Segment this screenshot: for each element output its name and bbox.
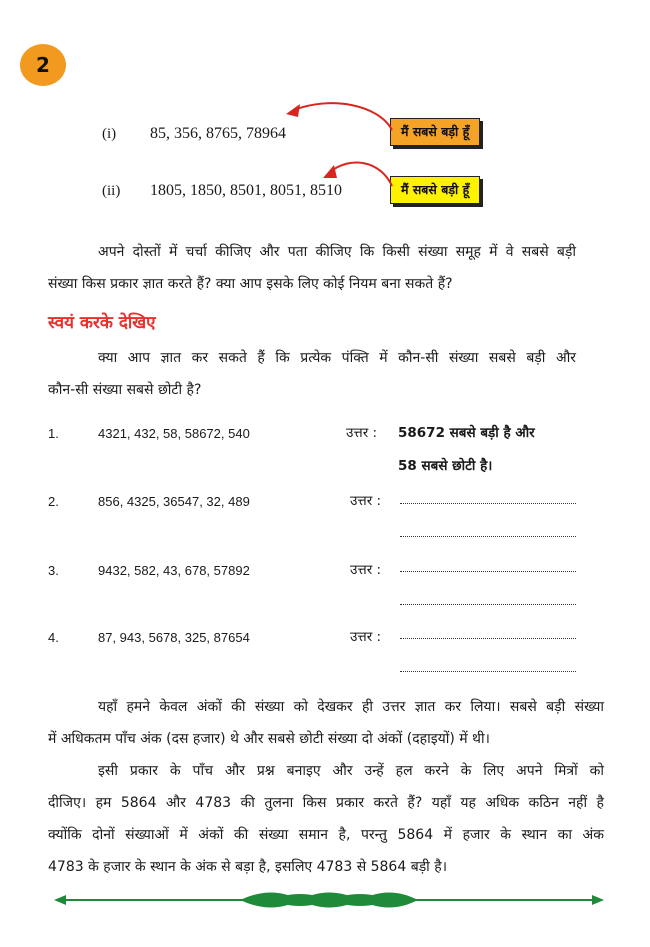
closing-line-4: दीजिए। हम 5864 और 4783 की तुलना किस प्रकार करते हैं? यहाँ यह अधिक कठिन नहीं है [48, 795, 604, 811]
q4-number: 4. [48, 630, 59, 645]
closing-line-5: क्योंकि दोनों संख्याओं में अंकों की संख्या समान है, परन्तु 5864 में हजार के स्थान का अंक [48, 827, 604, 843]
intro-line-2: संख्या किस प्रकार ज्ञात करते हैं? क्या आप इसके लिए कोई नियम बना सकते हैं? [48, 276, 453, 292]
arrow-2 [330, 163, 392, 186]
q1-answer-line-1: 58672 सबसे बड़ी है और [398, 425, 535, 441]
closing-line-3: इसी प्रकार के पाँच और प्रश्न बनाइए और उन्हें हल करने के लिए अपने मित्रों को [98, 763, 604, 779]
closing-line-6: 4783 के हजार के स्थान के अंक से बड़ा है, इसलिए 4783 से 5864 बड़ी है। [48, 859, 447, 875]
q1-numbers: 4321, 432, 58, 58672, 540 [98, 426, 250, 441]
arrowhead-2 [323, 165, 337, 178]
q2-number: 2. [48, 494, 59, 509]
section-heading: स्वयं करके देखिए [48, 313, 156, 333]
example-label-2: (ii) [102, 183, 121, 199]
q1-number: 1. [48, 426, 59, 441]
example-numbers-1: 85, 356, 8765, 78964 [150, 125, 286, 142]
q3-answer-blank-1[interactable] [400, 571, 576, 572]
q4-answer-blank-2[interactable] [400, 671, 576, 672]
q3-numbers: 9432, 582, 43, 678, 57892 [98, 563, 250, 578]
q4-numbers: 87, 943, 5678, 325, 87654 [98, 630, 250, 645]
intro-line-1: अपने दोस्तों में चर्चा कीजिए और पता कीजिए कि किसी संख्या समूह में वे सबसे बड़ी [98, 244, 576, 260]
example-tag-1: मैं सबसे बड़ी हूँ [390, 118, 480, 146]
q3-answer-blank-2[interactable] [400, 604, 576, 605]
q4-answer-blank-1[interactable] [400, 638, 576, 639]
q1-answer-line-2: 58 सबसे छोटी है। [398, 458, 493, 474]
arrowhead-1 [286, 104, 300, 117]
arrow-1 [294, 103, 392, 130]
example-label-1: (i) [102, 126, 117, 142]
example-numbers-2: 1805, 1850, 8501, 8051, 8510 [150, 182, 342, 199]
question-line-1: क्या आप ज्ञात कर सकते हैं कि प्रत्येक पंक्ति में कौन-सी संख्या सबसे बड़ी और [98, 350, 576, 366]
q2-answer-blank-2[interactable] [400, 536, 576, 537]
q3-answer-label: उत्तर : [350, 562, 382, 578]
q3-number: 3. [48, 563, 59, 578]
q2-answer-blank-1[interactable] [400, 503, 576, 504]
decorative-divider [0, 880, 650, 920]
question-line-2: कौन-सी संख्या सबसे छोटी है? [48, 382, 202, 398]
q4-answer-label: उत्तर : [350, 629, 382, 645]
example-tag-2: मैं सबसे बड़ी हूँ [390, 176, 480, 204]
q2-numbers: 856, 4325, 36547, 32, 489 [98, 494, 250, 509]
page-number-badge: 2 [20, 44, 66, 86]
closing-line-2: में अधिकतम पाँच अंक (दस हजार) थे और सबसे छोटी संख्या दो अंकों (दहाइयों) में थी। [48, 731, 490, 747]
q1-answer-label: उत्तर : [346, 425, 378, 441]
q2-answer-label: उत्तर : [350, 493, 382, 509]
closing-line-1: यहाँ हमने केवल अंकों की संख्या को देखकर ही उत्तर ज्ञात कर लिया। सबसे बड़ी संख्या [98, 699, 604, 715]
